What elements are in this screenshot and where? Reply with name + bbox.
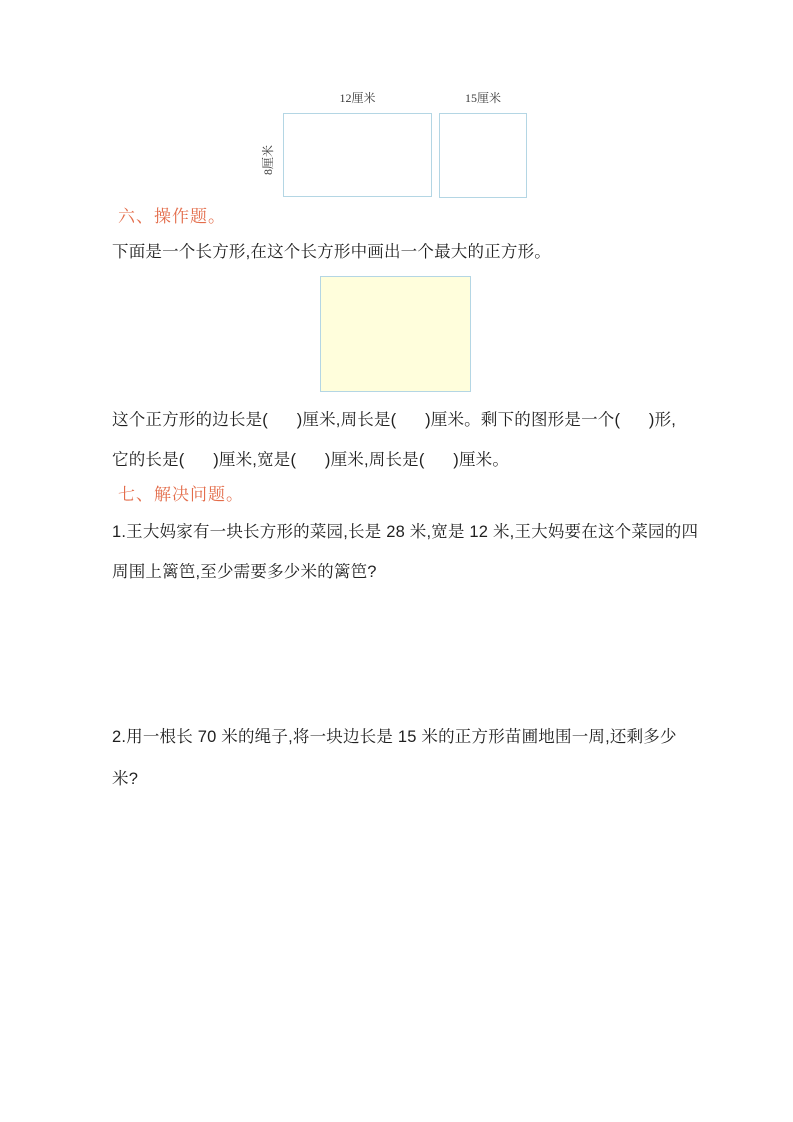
fill-in-blank-line-2: 它的长是( )厘米,宽是( )厘米,周长是( )厘米。	[112, 451, 510, 469]
square-figure	[439, 113, 527, 198]
section-six-instruction: 下面是一个长方形,在这个长方形中画出一个最大的正方形。	[112, 243, 551, 261]
rectangle-figure	[283, 113, 432, 197]
problem-1-text-line-1: 1.王大妈家有一块长方形的菜园,长是 28 米,宽是 12 米,王大妈要在这个菜园的四	[112, 523, 699, 541]
rectangle-width-label: 12厘米	[339, 91, 376, 105]
section-six-heading: 六、操作题。	[118, 207, 226, 226]
problem-2-text-line-1: 2.用一根长 70 米的绳子,将一块边长是 15 米的正方形苗圃地围一周,还剩多少	[112, 728, 677, 746]
drawing-rectangle-figure	[320, 276, 471, 392]
section-seven-heading: 七、解决问题。	[118, 485, 244, 504]
problem-2-text-line-2: 米?	[112, 770, 139, 788]
fill-in-blank-line-1: 这个正方形的边长是( )厘米,周长是( )厘米。剩下的图形是一个( )形,	[112, 411, 677, 429]
rectangle-height-label: 8厘米	[261, 145, 275, 176]
problem-1-text-line-2: 周围上篱笆,至少需要多少米的篱笆?	[112, 563, 377, 581]
square-side-label: 15厘米	[464, 91, 501, 105]
